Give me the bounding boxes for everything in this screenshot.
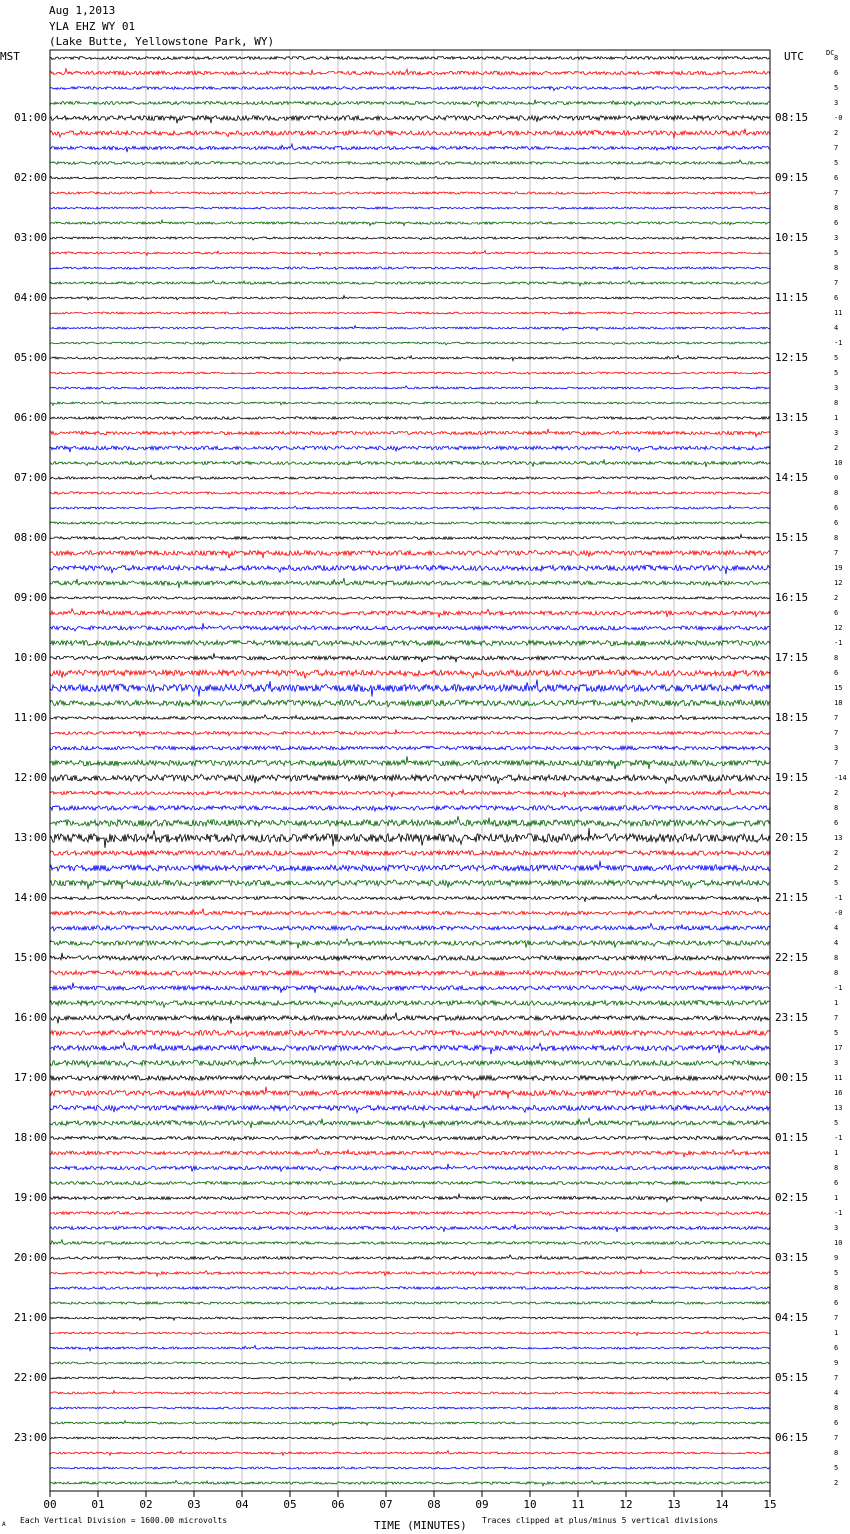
dc-offset-value: 6 [834,69,839,77]
dc-offset-value: 6 [834,1419,839,1427]
dc-offset-value: 1 [834,1329,839,1337]
trace-row [50,326,770,331]
trace-row [50,789,770,797]
trace-row [50,1407,770,1409]
trace-row [50,828,770,848]
dc-offset-value: 6 [834,1299,839,1307]
dc-offset-value: 12 [834,624,843,632]
trace-row [50,623,770,631]
mst-hour-label: 23:00 [14,1431,48,1444]
trace-row [50,417,770,420]
dc-offset-value: 3 [834,234,839,242]
mst-hour-label: 21:00 [14,1311,48,1324]
trace-row [50,1361,770,1364]
trace-row [50,401,770,406]
dc-offset-value: 0 [834,474,839,482]
trace-row [50,535,770,540]
x-tick-label: 14 [715,1498,729,1511]
trace-row [50,1255,770,1259]
trace-row [50,176,770,180]
trace-row [50,506,770,511]
dc-offset-value: 1 [834,1194,839,1202]
trace-row [50,1136,770,1140]
dc-offset-value: 4 [834,324,839,332]
trace-row [50,1013,770,1024]
trace-row [50,1391,770,1394]
trace-row [50,729,770,736]
trace-row [50,1437,770,1440]
utc-hour-label: 23:15 [775,1011,809,1024]
x-tick-label: 11 [571,1498,585,1511]
mst-hour-label: 06:00 [14,411,48,424]
dc-offset-value: 16 [834,1089,843,1097]
trace-row [50,220,770,226]
x-axis [43,1491,776,1511]
utc-hour-label: 19:15 [775,771,809,784]
utc-hour-label: 18:15 [775,711,809,724]
dc-offset-value: 5 [834,1029,839,1037]
dc-offset-value: -0 [834,909,843,917]
utc-hour-label: 16:15 [775,591,809,604]
trace-row [50,57,770,60]
dc-offset-value: 9 [834,1254,839,1262]
dc-offset-value: 9 [834,1359,839,1367]
dc-offset-value: 8 [834,954,839,962]
x-tick-label: 10 [523,1498,537,1511]
mst-hour-label: 02:00 [14,171,48,184]
dc-offset-value: 5 [834,1464,839,1472]
corner-mark: A [2,1521,6,1528]
mst-hour-label: 16:00 [14,1011,48,1024]
mst-hour-label: 07:00 [14,471,48,484]
trace-row [50,609,770,618]
trace-row [50,267,770,270]
trace-row [50,100,770,107]
mst-hour-label: 01:00 [14,111,48,124]
utc-hour-label: 09:15 [775,171,809,184]
dc-offset-value: 8 [834,654,839,662]
trace-row [50,429,770,437]
trace-row [50,565,770,574]
dc-offset-value: 2 [834,129,839,137]
dc-offset-value: 7 [834,759,839,767]
trace-row [50,971,770,976]
trace-row [50,1451,770,1456]
trace-row [50,1376,770,1380]
trace-row [50,237,770,240]
mst-hour-label: 12:00 [14,771,48,784]
x-tick-label: 08 [427,1498,441,1511]
trace-row [50,1300,770,1304]
trace-row [50,1181,770,1184]
trace-row [50,756,770,769]
trace-row [50,312,770,314]
dc-offset-value: 8 [834,1164,839,1172]
dc-offset-value: 13 [834,834,843,842]
mst-hour-label: 20:00 [14,1251,48,1264]
trace-row [50,640,770,645]
dc-offset-value: 3 [834,744,839,752]
dc-offset-value: 8 [834,399,839,407]
trace-row [50,909,770,916]
trace-row [50,475,770,479]
trace-row [50,207,770,209]
trace-row [50,746,770,750]
dc-offset-value: 8 [834,534,839,542]
trace-row [50,550,770,558]
trace-row [50,953,770,960]
dc-offset-value: 4 [834,939,839,947]
trace-row [50,522,770,524]
dc-offset-value: 7 [834,549,839,557]
dc-offset-value: 7 [834,714,839,722]
utc-hour-label: 00:15 [775,1071,809,1084]
trace-row [50,160,770,165]
trace-row [50,1211,770,1215]
dc-offset-value: 6 [834,1344,839,1352]
x-tick-label: 15 [763,1498,777,1511]
x-tick-label: 06 [331,1498,345,1511]
dc-offset-value: 2 [834,594,839,602]
trace-row [50,816,770,826]
dc-offset-value: 10 [834,459,843,467]
trace-row [50,342,770,345]
dc-offset-value: 1 [834,414,839,422]
mst-hour-label: 19:00 [14,1191,48,1204]
dc-offset-value: 11 [834,1074,843,1082]
trace-row [50,115,770,123]
dc-offset-value: 4 [834,924,839,932]
utc-hour-label: 15:15 [775,531,809,544]
dc-offset-value: -1 [834,339,843,347]
trace-row [50,851,770,856]
utc-hour-label: 20:15 [775,831,809,844]
trace-row [50,806,770,811]
dc-offset-value: 5 [834,1269,839,1277]
trace-row [50,1345,770,1350]
utc-hour-label: 02:15 [775,1191,809,1204]
trace-row [50,1042,770,1054]
dc-offset-value: -1 [834,984,843,992]
dc-offset-value: 7 [834,144,839,152]
x-tick-label: 03 [187,1498,201,1511]
x-tick-label: 13 [667,1498,681,1511]
dc-offset-value: 2 [834,444,839,452]
trace-row [50,1030,770,1036]
plot-frame [50,50,770,1491]
mst-hour-label: 03:00 [14,231,48,244]
utc-hour-label: 17:15 [775,651,809,664]
trace-row [50,1467,770,1469]
dc-offset-value: 5 [834,159,839,167]
x-tick-label: 05 [283,1498,297,1511]
dc-offset-value: -0 [834,114,843,122]
dc-offset-value: 13 [834,1104,843,1112]
trace-row [50,715,770,722]
utc-hour-label: 11:15 [775,291,809,304]
utc-hour-label: 10:15 [775,231,809,244]
dc-offset-value: -1 [834,894,843,902]
dc-offset-value: 8 [834,489,839,497]
seismic-traces [50,57,770,1486]
trace-row [50,386,770,389]
dc-offset-value: 5 [834,369,839,377]
dc-offset-value: 4 [834,1389,839,1397]
dc-offset-value: 18 [834,699,843,707]
trace-row [50,1118,770,1129]
trace-row [50,983,770,993]
scale-note: Each Vertical Division = 1600.00 microvolts [20,1516,228,1525]
x-tick-label: 09 [475,1498,489,1511]
trace-row [50,597,770,600]
trace-row [50,190,770,194]
dc-offset-value: 2 [834,849,839,857]
trace-row [50,86,770,90]
mst-hour-label: 09:00 [14,591,48,604]
dc-offset-value: 3 [834,384,839,392]
dc-offset-value: 5 [834,879,839,887]
trace-row [50,1331,770,1335]
utc-hour-label: 06:15 [775,1431,809,1444]
trace-row [50,775,770,784]
dc-offset-value: 7 [834,729,839,737]
dc-offset-value: 7 [834,1014,839,1022]
dc-offset-value: 6 [834,669,839,677]
dc-offset-value: 8 [834,264,839,272]
trace-row [50,670,770,678]
dc-offset-value: 6 [834,219,839,227]
utc-hour-label: 08:15 [775,111,809,124]
x-tick-label: 01 [91,1498,105,1511]
trace-row [50,355,770,360]
dc-offset-value: 6 [834,294,839,302]
dc-offset-value: 7 [834,1374,839,1382]
plot-border [50,50,770,1491]
utc-hour-label: 13:15 [775,411,809,424]
trace-row [50,939,770,949]
x-tick-label: 04 [235,1498,249,1511]
dc-offset-value: 6 [834,819,839,827]
trace-row [50,1421,770,1426]
utc-hour-label: 05:15 [775,1371,809,1384]
dc-offset-value: -1 [834,1209,843,1217]
dc-offset-value: 1 [834,999,839,1007]
dc-offset-value: 15 [834,684,843,692]
trace-row [50,372,770,374]
dc-offset-value: 7 [834,189,839,197]
mst-hour-label: 08:00 [14,531,48,544]
dc-offset-value: 8 [834,54,839,62]
utc-hour-label: 03:15 [775,1251,809,1264]
trace-row [50,1287,770,1290]
dc-offset-value: 19 [834,564,843,572]
dc-offset-value: 8 [834,1449,839,1457]
trace-row [50,653,770,662]
utc-hour-label: 14:15 [775,471,809,484]
trace-row [50,251,770,256]
trace-row [50,1317,770,1320]
utc-hour-label: 21:15 [775,891,809,904]
trace-row [50,460,770,467]
dc-offset-value: 2 [834,1479,839,1487]
dc-offset-value: 6 [834,609,839,617]
dc-offset-value: 3 [834,1059,839,1067]
mst-hour-label: 04:00 [14,291,48,304]
mst-axis-label: MST [0,50,20,63]
mst-hour-label: 17:00 [14,1071,48,1084]
trace-row [50,1105,770,1113]
vertical-grid [98,50,722,1491]
trace-row [50,69,770,75]
station-location: (Lake Butte, Yellowstone Park, WY) [49,35,275,48]
x-tick-label: 12 [619,1498,633,1511]
trace-row [50,1480,770,1485]
trace-row [50,1149,770,1157]
trace-row [50,578,770,588]
trace-row [50,1225,770,1232]
dc-offset-value: 2 [834,864,839,872]
dc-offset-value: 3 [834,429,839,437]
dc-offset-value: 3 [834,1224,839,1232]
trace-row [50,1164,770,1172]
dc-offset-value: 17 [834,1044,843,1052]
dc-offset-value: 8 [834,1404,839,1412]
utc-hour-label: 22:15 [775,951,809,964]
mst-hour-label: 14:00 [14,891,48,904]
dc-offset-value: 7 [834,1434,839,1442]
mst-hour-label: 11:00 [14,711,48,724]
utc-hour-label: 01:15 [775,1131,809,1144]
mst-hour-label: 15:00 [14,951,48,964]
dc-offset-value: 10 [834,1239,843,1247]
dc-offset-value: -14 [834,774,847,782]
dc-offset-value: 6 [834,519,839,527]
trace-row [50,895,770,902]
trace-row [50,924,770,931]
utc-hour-label: 12:15 [775,351,809,364]
trace-row [50,700,770,707]
dc-offset-value: 2 [834,789,839,797]
trace-row [50,1270,770,1276]
utc-axis-label: UTC [784,50,804,63]
plot-date: Aug 1,2013 [49,4,116,17]
mst-hour-label: 10:00 [14,651,48,664]
dc-offset-value: 5 [834,249,839,257]
trace-row [50,1076,770,1081]
trace-row [50,446,770,452]
dc-offset-value: 5 [834,1119,839,1127]
utc-hour-label: 04:15 [775,1311,809,1324]
x-tick-label: 00 [43,1498,57,1511]
trace-row [50,1000,770,1007]
dc-offset-value: 3 [834,99,839,107]
trace-row [50,1057,770,1067]
trace-row [50,880,770,889]
dc-offset-value: 7 [834,279,839,287]
dc-offset-value: 11 [834,309,843,317]
mst-hour-label: 13:00 [14,831,48,844]
station-name: YLA EHZ WY 01 [49,20,136,33]
trace-row [50,490,770,494]
trace-row [50,1240,770,1245]
dc-offset-value: 5 [834,84,839,92]
trace-row [50,1194,770,1201]
dc-offset-value: 8 [834,1284,839,1292]
dc-offset-value: 6 [834,1179,839,1187]
x-tick-label: 07 [379,1498,393,1511]
dc-offset-value: -1 [834,1134,843,1142]
dc-label: DC [826,49,835,57]
x-tick-label: 02 [139,1498,153,1511]
clip-note: Traces clipped at plus/minus 5 vertical divisions [482,1516,719,1525]
dc-offset-value: 5 [834,354,839,362]
dc-offset-value: 1 [834,1149,839,1157]
mst-hour-label: 18:00 [14,1131,48,1144]
trace-row [50,144,770,152]
mst-hour-label: 05:00 [14,351,48,364]
trace-row [50,280,770,285]
dc-offset-value: -1 [834,639,843,647]
trace-row [50,679,770,696]
trace-row [50,1087,770,1099]
trace-row [50,296,770,300]
trace-row [50,129,770,139]
dc-offset-value: 7 [834,1314,839,1322]
x-axis-title: TIME (MINUTES) [374,1519,467,1532]
dc-offset-value: 6 [834,504,839,512]
mst-hour-label: 22:00 [14,1371,48,1384]
trace-row [50,861,770,871]
dc-offset-value: 12 [834,579,843,587]
dc-offset-value: 6 [834,174,839,182]
dc-offset-value: 8 [834,969,839,977]
dc-offset-value: 8 [834,204,839,212]
dc-offset-value: 8 [834,804,839,812]
